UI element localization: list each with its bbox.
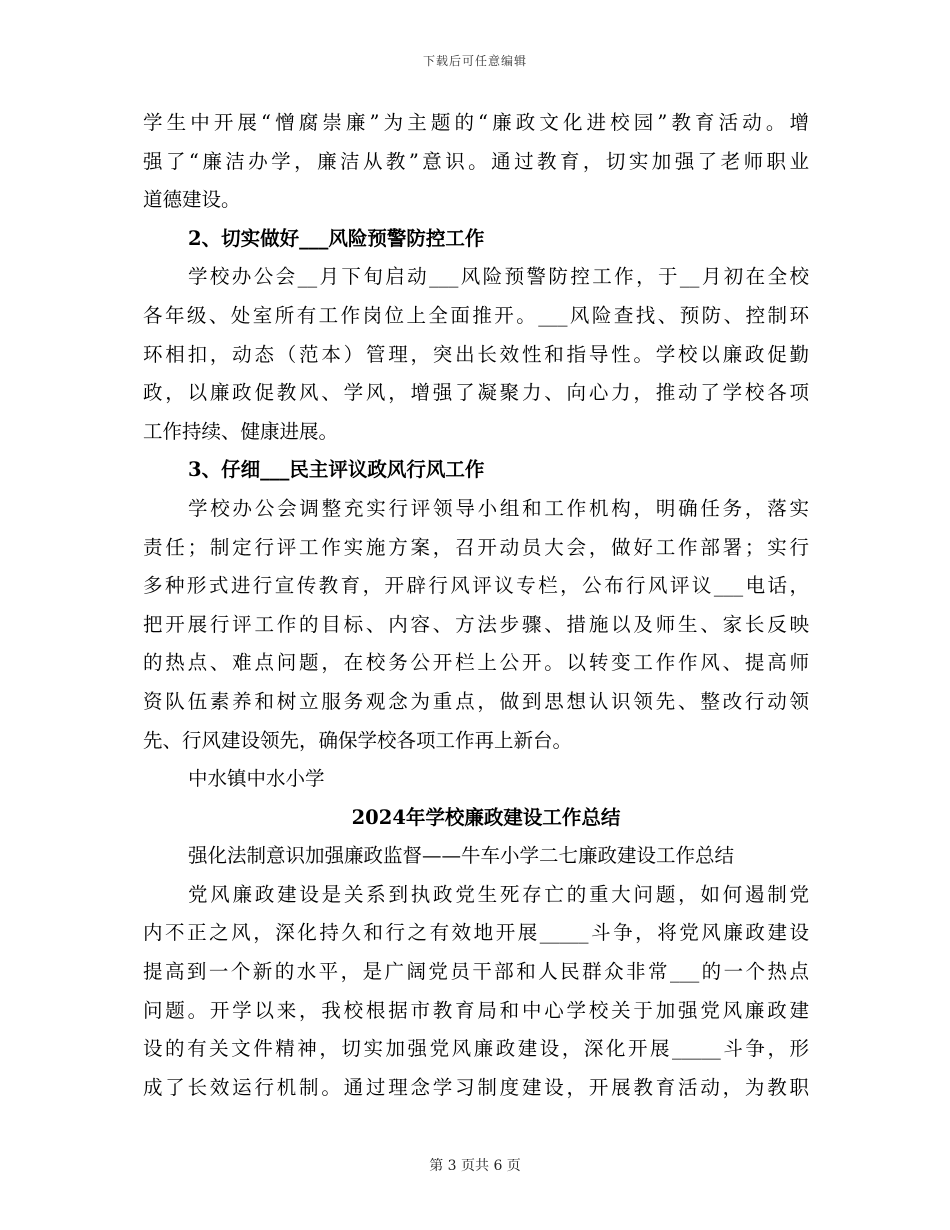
page-header: 下载后可任意编辑 — [422, 54, 527, 68]
paragraph-line: 各年级、处室所有工作岗位上全面推开。___风险查找、预防、控制环 — [143, 303, 809, 327]
paragraph-line: 多种形式进行宣传教育，开辟行风评议专栏，公布行风评议___电话， — [143, 574, 809, 598]
paragraph-line: 内不正之风，深化持久和行之有效地开展_____斗争，将党风廉政建设 — [143, 921, 809, 945]
paragraph-line: 党风廉政建设是关系到执政党生死存亡的重大问题，如何遏制党 — [188, 882, 809, 906]
paragraph-line: 把开展行评工作的目标、内容、方法步骤、措施以及师生、家长反映 — [143, 612, 809, 636]
paragraph-line: 的热点、难点问题，在校务公开栏上公开。以转变工作作风、提高师 — [143, 651, 809, 675]
paragraph-line: 强了“廉洁办学，廉洁从教”意识。通过教育，切实加强了老师职业 — [143, 149, 809, 173]
paragraph-line: 提高到一个新的水平，是广阔党员干部和人民群众非常___的一个热点 — [143, 960, 809, 984]
paragraph-line: 学校办公会__月下旬启动___风险预警防控工作，于__月初在全校 — [188, 265, 809, 289]
subtitle-line: 强化法制意识加强廉政监督——牛车小学二七廉政建设工作总结 — [188, 844, 735, 868]
signature-line: 中水镇中水小学 — [188, 767, 325, 791]
paragraph-line: 道德建设。 — [143, 188, 241, 212]
document-title: 2024年学校廉政建设工作总结 — [351, 805, 621, 829]
section-heading: 3、仔细___民主评议政风行风工作 — [188, 458, 485, 482]
paragraph-line: 政，以廉政促教风、学风，增强了凝聚力、向心力，推动了学校各项 — [143, 381, 809, 405]
paragraph-line: 设的有关文件精神，切实加强党风廉政建设，深化开展_____斗争，形 — [143, 1037, 809, 1061]
paragraph-line: 责任；制定行评工作实施方案，召开动员大会，做好工作部署；实行 — [143, 535, 809, 559]
page-footer: 第 3 页共 6 页 — [429, 1158, 521, 1174]
paragraph-line: 环相扣，动态（范本）管理，突出长效性和指导性。学校以廉政促勤 — [143, 342, 809, 366]
paragraph-line: 问题。开学以来，我校根据市教育局和中心学校关于加强党风廉政建 — [143, 998, 809, 1022]
paragraph-line: 先、行风建设领先，确保学校各项工作再上新台。 — [143, 728, 573, 752]
document-body — [143, 104, 809, 1107]
paragraph-line: 学校办公会调整充实行评领导小组和工作机构，明确任务，落实 — [188, 496, 809, 520]
paragraph-line: 工作持续、健康进展。 — [143, 419, 339, 443]
section-heading: 2、切实做好___风险预警防控工作 — [188, 226, 485, 250]
paragraph-line: 学生中开展“憎腐崇廉”为主题的“廉政文化进校园”教育活动。增 — [143, 111, 809, 134]
paragraph-line: 成了长效运行机制。通过理念学习制度建设，开展教育活动，为教职 — [143, 1075, 809, 1099]
paragraph-line: 资队伍素养和树立服务观念为重点，做到思想认识领先、整改行动领 — [143, 689, 809, 713]
